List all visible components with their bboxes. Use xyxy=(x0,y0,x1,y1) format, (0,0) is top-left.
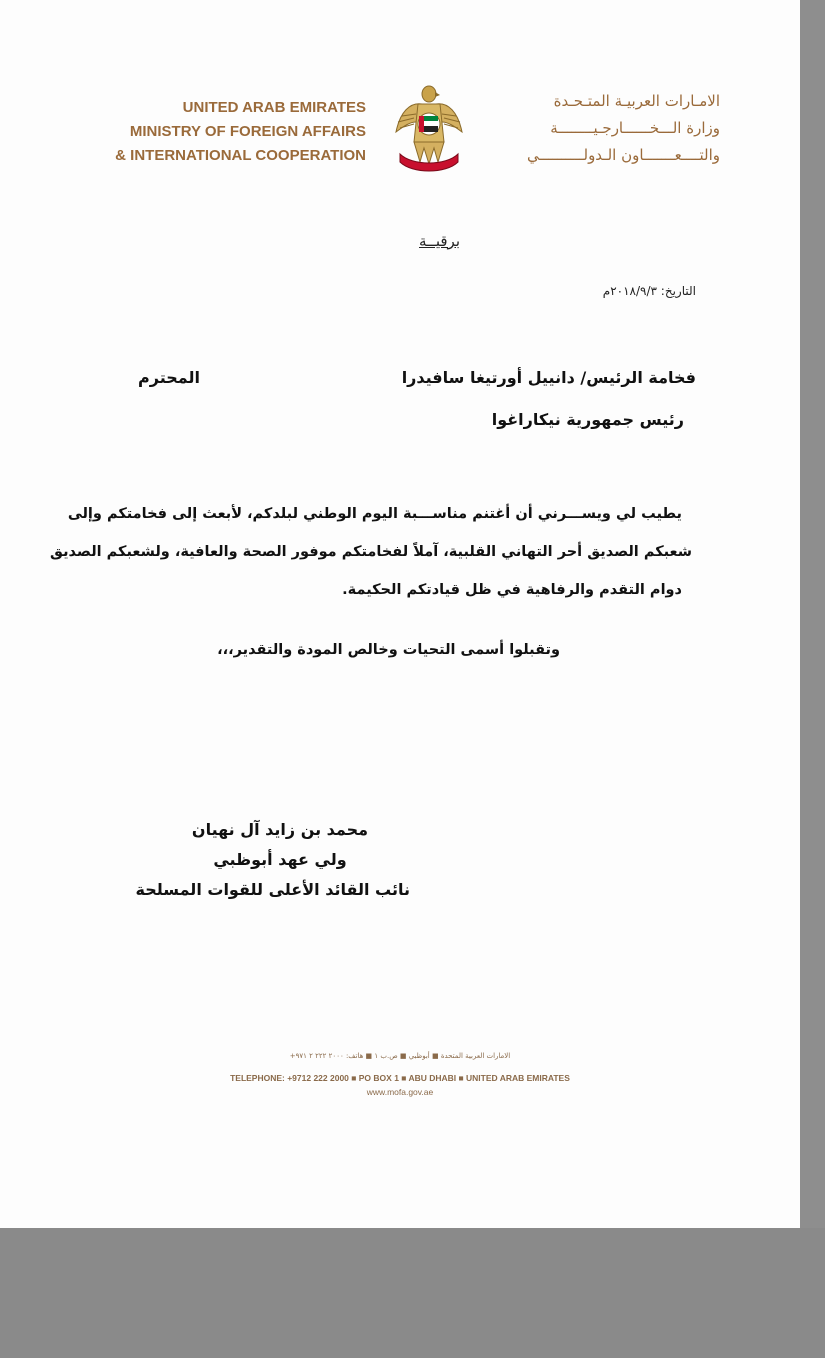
letterhead-ar-line-2: وزارة الـــخــــــارجـيــــــــة xyxy=(550,119,720,137)
letter-date: التاريخ: ٢٠١٨/٩/٣م xyxy=(602,284,696,298)
addressee-title: رئيس جمهورية نيكاراغوا xyxy=(491,410,684,429)
letterhead-en-line-3: & INTERNATIONAL COOPERATION xyxy=(115,147,366,164)
body-line-3: دوام التقدم والرفاهية في ظل قيادتكم الحكيمة. xyxy=(342,582,682,598)
addressee-name: فخامة الرئيس/ دانييل أورتيغا سافيدرا xyxy=(401,368,696,387)
letterhead-en-line-1: UNITED ARAB EMIRATES xyxy=(182,99,366,116)
signature-title-1: ولي عهد أبوظبي xyxy=(213,850,347,869)
arabic-letterhead xyxy=(470,88,720,169)
body-line-2: شعبكم الصديق أحر التهاني القلبية، آملاً لفخامتكم موفور الصحة والعافية، ولشعبكم الصديق xyxy=(50,544,692,560)
letterhead-en-line-2: MINISTRY OF FOREIGN AFFAIRS xyxy=(129,123,366,140)
signature-name: محمد بن زايد آل نهيان xyxy=(191,820,369,839)
footer-arabic-address: الامارات العربية المتحدة ■ أبوظبي ■ ص.ب ١ ■ هاتف: ٢٠٠٠ ٢٢٢ ٢ ٩٧١+ xyxy=(289,1052,511,1060)
english-letterhead xyxy=(100,96,366,168)
scan-edge-bottom xyxy=(0,1228,825,1358)
closing-line: وتقبلوا أسمى التحيات وخالص المودة والتقدير،،، xyxy=(217,642,560,658)
footer-website: www.mofa.gov.ae xyxy=(366,1087,434,1097)
addressee-honorific: المحترم xyxy=(138,368,200,387)
footer-english-address: TELEPHONE: +9712 222 2000 ■ PO BOX 1 ■ ABU DHABI ■ UNITED ARAB EMIRATES xyxy=(230,1073,570,1083)
letterhead-ar-line-1: الامـارات العربيـة المتـحـدة xyxy=(553,92,720,110)
letter-title: برقيــة xyxy=(419,232,460,250)
letterhead-ar-line-3: والتــــعـــــــاون الـدولــــــــــي xyxy=(527,146,720,164)
body-line-1: يطيب لي ويســـرني أن أغتنم مناســـبة اليوم الوطني لبلدكم، لأبعث إلى فخامتكم وإلى xyxy=(67,506,682,522)
signature-title-2: نائب القائد الأعلى للقوات المسلحة xyxy=(135,880,410,899)
scan-edge-right xyxy=(800,0,825,1358)
uae-emblem-icon xyxy=(392,82,466,174)
